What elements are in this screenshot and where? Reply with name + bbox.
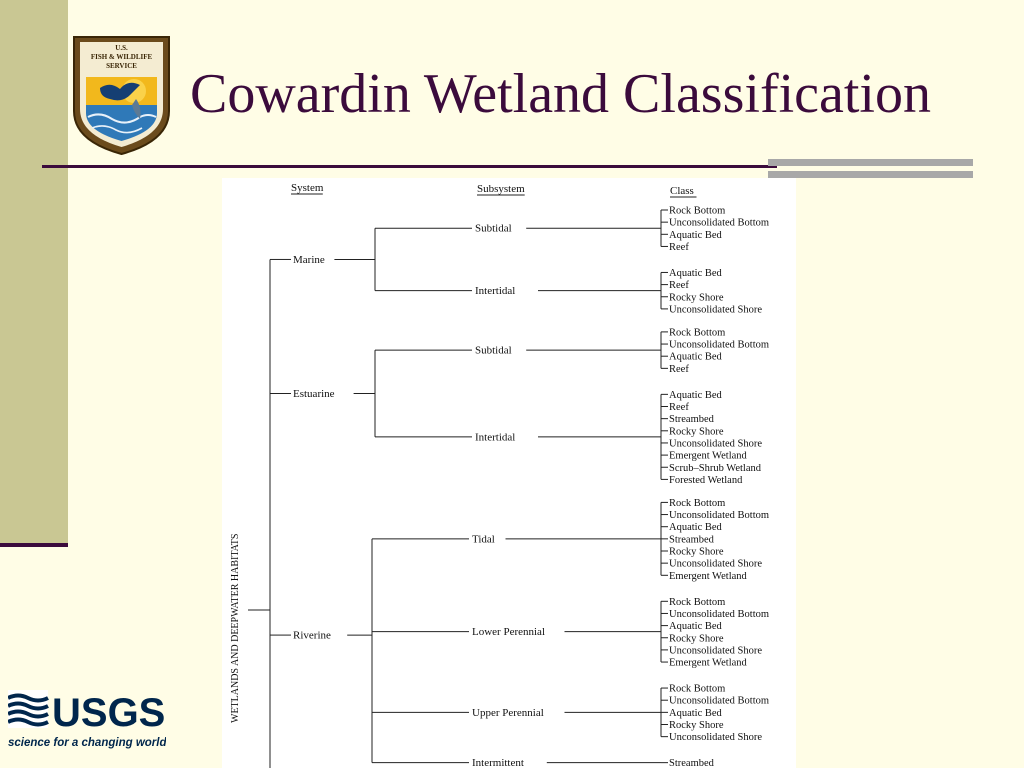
subsystem-label: Intertidal (475, 285, 516, 298)
class-label: Rocky Shore (669, 633, 724, 645)
subsystem-label: Lower Perennial (472, 626, 545, 639)
class-label: Reef (669, 241, 689, 253)
fws-seal-line2: FISH & WILDLIFE (90, 53, 153, 61)
class-label: Unconsolidated Shore (669, 304, 763, 316)
title-underline (42, 165, 777, 168)
class-label: Rocky Shore (669, 546, 724, 558)
class-label: Unconsolidated Shore (669, 438, 763, 450)
cowardin-classification-tree (222, 178, 796, 768)
class-label: Streambed (669, 758, 714, 768)
class-label: Unconsolidated Bottom (669, 510, 770, 522)
class-label: Emergent Wetland (669, 657, 747, 669)
sidebar-divider (0, 543, 68, 547)
usgs-tagline: science for a changing world (8, 737, 166, 749)
fish-wildlife-service-seal-icon (70, 33, 173, 156)
class-label: Aquatic Bed (669, 351, 722, 363)
class-label: Reef (669, 402, 689, 413)
class-label: Rock Bottom (669, 205, 726, 217)
subsystem-label: Subtidal (475, 344, 512, 357)
subsystem-label: Intertidal (475, 431, 516, 444)
class-label: Rocky Shore (669, 426, 724, 438)
class-label: Aquatic Bed (669, 522, 722, 534)
class-label: Unconsolidated Bottom (669, 339, 770, 351)
class-label: Reef (669, 280, 689, 292)
class-label: Aquatic Bed (669, 267, 722, 279)
class-label: Unconsolidated Bottom (669, 695, 770, 707)
class-label: Aquatic Bed (669, 707, 722, 719)
subsystem-label: Upper Perennial (472, 706, 544, 719)
class-label: Streambed (669, 414, 714, 426)
class-label: Emergent Wetland (669, 570, 747, 582)
left-sidebar-band (0, 0, 68, 546)
class-label: Aquatic Bed (669, 389, 722, 401)
decorative-bar-top (768, 159, 973, 166)
class-label: Aquatic Bed (669, 229, 722, 241)
fws-seal-line3: SERVICE (106, 62, 137, 70)
header-system: System (291, 182, 324, 194)
class-label: Aquatic Bed (669, 621, 722, 633)
class-label: Emergent Wetland (669, 450, 747, 462)
class-label: Unconsolidated Bottom (669, 608, 770, 620)
class-label: Scrub–Shrub Wetland (669, 462, 761, 474)
class-label: Rocky Shore (669, 720, 724, 731)
fws-seal-line1: U.S. (115, 44, 128, 52)
class-label: Unconsolidated Shore (669, 645, 763, 657)
subsystem-label: Tidal (472, 533, 495, 546)
class-label: Rock Bottom (669, 596, 726, 608)
usgs-wordmark: USGS (52, 691, 166, 735)
class-label: Streambed (669, 534, 714, 546)
system-label: Marine (293, 253, 325, 266)
class-label: Unconsolidated Shore (669, 558, 763, 570)
header-subsystem: Subsystem (477, 183, 525, 195)
root-label: WETLANDS AND DEEPWATER HABITATS (230, 533, 241, 723)
decorative-bar-bottom (768, 171, 973, 178)
class-label: Reef (669, 363, 689, 375)
class-label: Rocky Shore (669, 292, 724, 304)
class-label: Unconsolidated Bottom (669, 217, 770, 229)
class-label: Forested Wetland (669, 474, 743, 486)
class-label: Rock Bottom (669, 327, 726, 339)
subsystem-label: Intermittent (472, 757, 524, 768)
class-label: Rock Bottom (669, 683, 726, 695)
slide-title: Cowardin Wetland Classification (190, 63, 931, 125)
usgs-logo-icon (8, 688, 166, 752)
subsystem-label: Subtidal (475, 222, 512, 235)
header-class: Class (670, 185, 694, 197)
class-label: Unconsolidated Shore (669, 732, 763, 744)
system-label: Riverine (293, 629, 331, 642)
system-label: Estuarine (293, 388, 335, 400)
class-label: Rock Bottom (669, 497, 726, 509)
